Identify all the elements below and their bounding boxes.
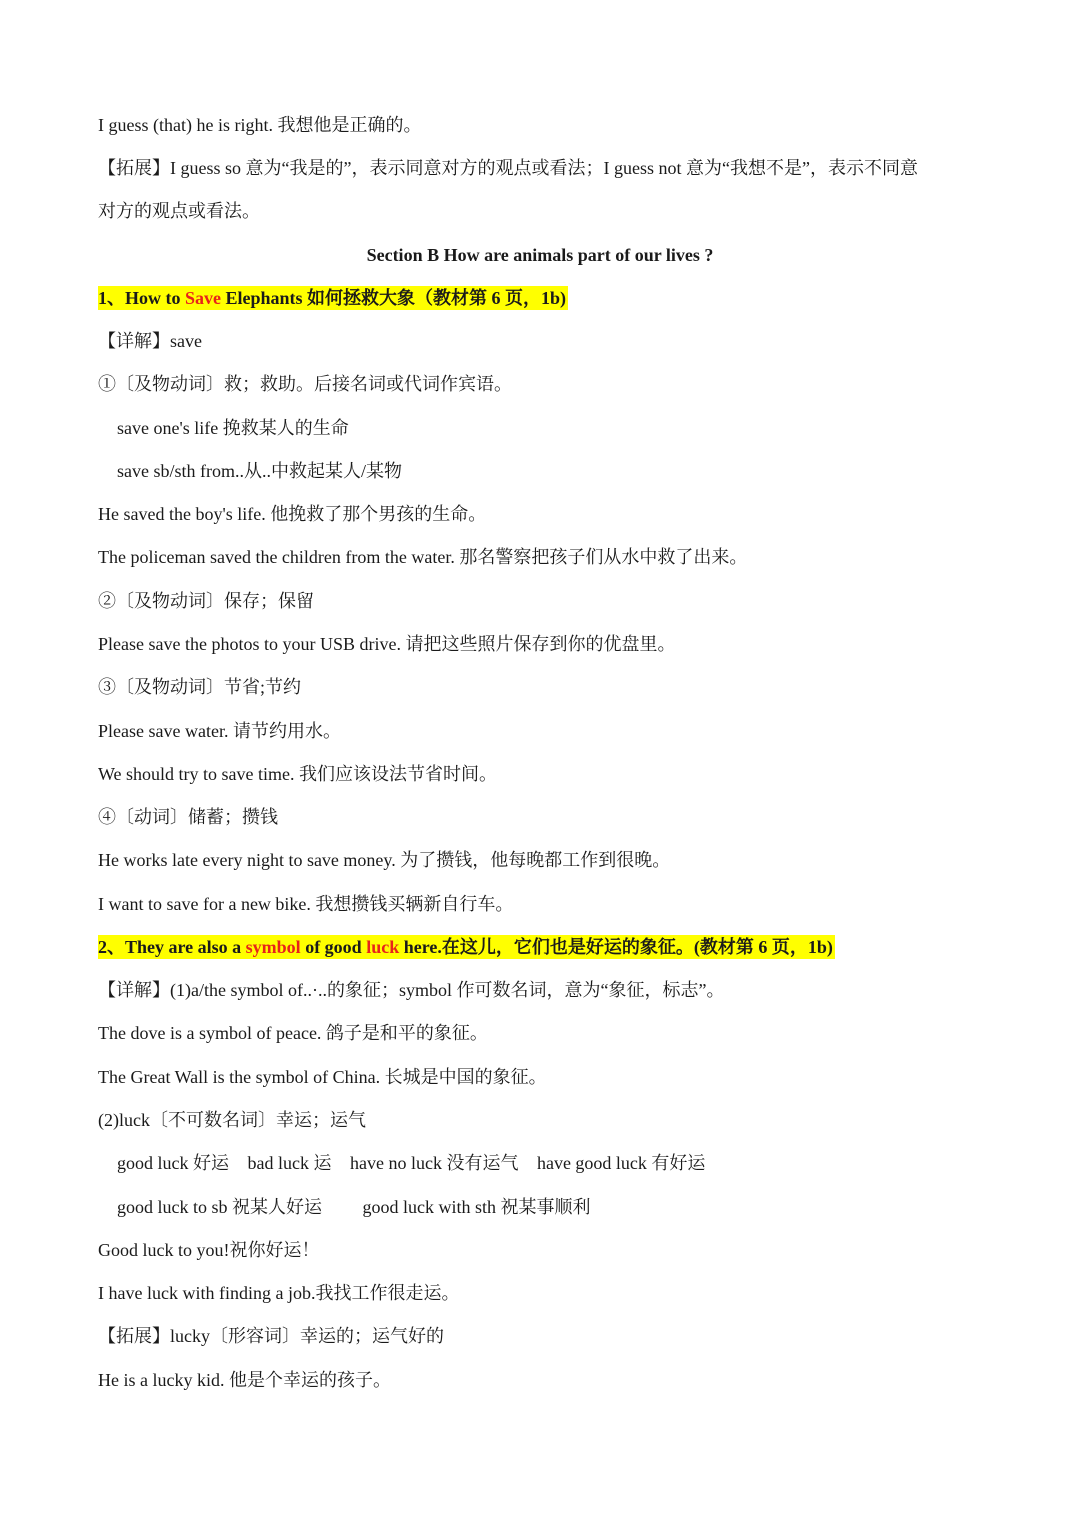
heading-text: here.在这儿，它们也是好运的象征。(教材第 6 页，1b)	[399, 937, 833, 957]
heading-text: 2、They are also a	[98, 937, 246, 957]
text-line: ④〔动词〕储蓄；攒钱	[98, 807, 278, 827]
text-line: 【详解】(1)a/the symbol of..·..的象征；symbol 作可数名词，意为“象征，标志”。	[98, 980, 725, 1000]
highlighted-heading	[98, 935, 835, 959]
text-line: We should try to save time. 我们应该设法节省时间。	[98, 764, 498, 784]
text-line: (2)luck〔不可数名词〕幸运；运气	[98, 1110, 366, 1130]
heading-keyword: symbol	[245, 937, 301, 957]
heading-text: Elephants 如何拯救大象（教材第 6 页，1b)	[221, 288, 567, 308]
text-line: The dove is a symbol of peace. 鸽子是和平的象征。	[98, 1023, 488, 1043]
heading-text: of good	[300, 937, 367, 957]
text-line: I want to save for a new bike. 我想攒钱买辆新自行车。	[98, 894, 514, 914]
phrase-row	[117, 1194, 591, 1220]
text-line: 【拓展】I guess so 意为“我是的”，表示同意对方的观点或看法；I guess not 意为“我想不是”，表示不同意	[98, 158, 918, 178]
text-line: save one's life 挽救某人的生命	[117, 418, 349, 438]
text-line: He saved the boy's life. 他挽救了那个男孩的生命。	[98, 504, 487, 524]
phrase: have good luck 有好运	[536, 1153, 706, 1173]
text-line: The Great Wall is the symbol of China. 长城是中国的象征。	[98, 1067, 547, 1087]
text-line: ①〔及物动词〕救；救助。后接名词或代词作宾语。	[98, 374, 512, 394]
text-line: Please save water. 请节约用水。	[98, 721, 341, 741]
heading-text: 1、How to	[98, 288, 185, 308]
heading-keyword: luck	[366, 937, 400, 957]
text-line: ③〔及物动词〕节省;节约	[98, 677, 301, 697]
text-line: 【拓展】lucky〔形容词〕幸运的；运气好的	[98, 1326, 444, 1346]
text-line: I guess (that) he is right. 我想他是正确的。	[98, 115, 422, 135]
text-line: He is a lucky kid. 他是个幸运的孩子。	[98, 1370, 391, 1390]
text-line: 对方的观点或看法。	[98, 201, 260, 221]
phrase: good luck to sb 祝某人好运	[117, 1197, 322, 1217]
numbered-heading	[98, 934, 835, 960]
text-line: ②〔及物动词〕保存；保留	[98, 591, 314, 611]
phrase: good luck 好运	[117, 1153, 229, 1173]
phrase: bad luck 运	[247, 1153, 332, 1173]
phrase: have no luck 没有运气	[349, 1153, 519, 1173]
text-line: Please save the photos to your USB drive. 请把这些照片保存到你的优盘里。	[98, 634, 676, 654]
section-heading: Section B How are animals part of our lives ?	[366, 245, 714, 265]
heading-keyword: Save	[185, 288, 221, 308]
numbered-heading	[98, 285, 568, 311]
phrase-row	[117, 1150, 705, 1176]
text-line: Good luck to you!祝你好运！	[98, 1240, 320, 1260]
phrase: good luck with sth 祝某事顺利	[362, 1197, 591, 1217]
text-line: 【详解】save	[98, 331, 202, 351]
text-line: I have luck with finding a job.我找工作很走运。	[98, 1283, 460, 1303]
text-line: The policeman saved the children from the water. 那名警察把孩子们从水中救了出来。	[98, 547, 748, 567]
text-line: He works late every night to save money. 为了攒钱，他每晚都工作到很晚。	[98, 850, 671, 870]
text-line: save sb/sth from..从..中救起某人/某物	[117, 461, 402, 481]
highlighted-heading	[98, 286, 568, 310]
